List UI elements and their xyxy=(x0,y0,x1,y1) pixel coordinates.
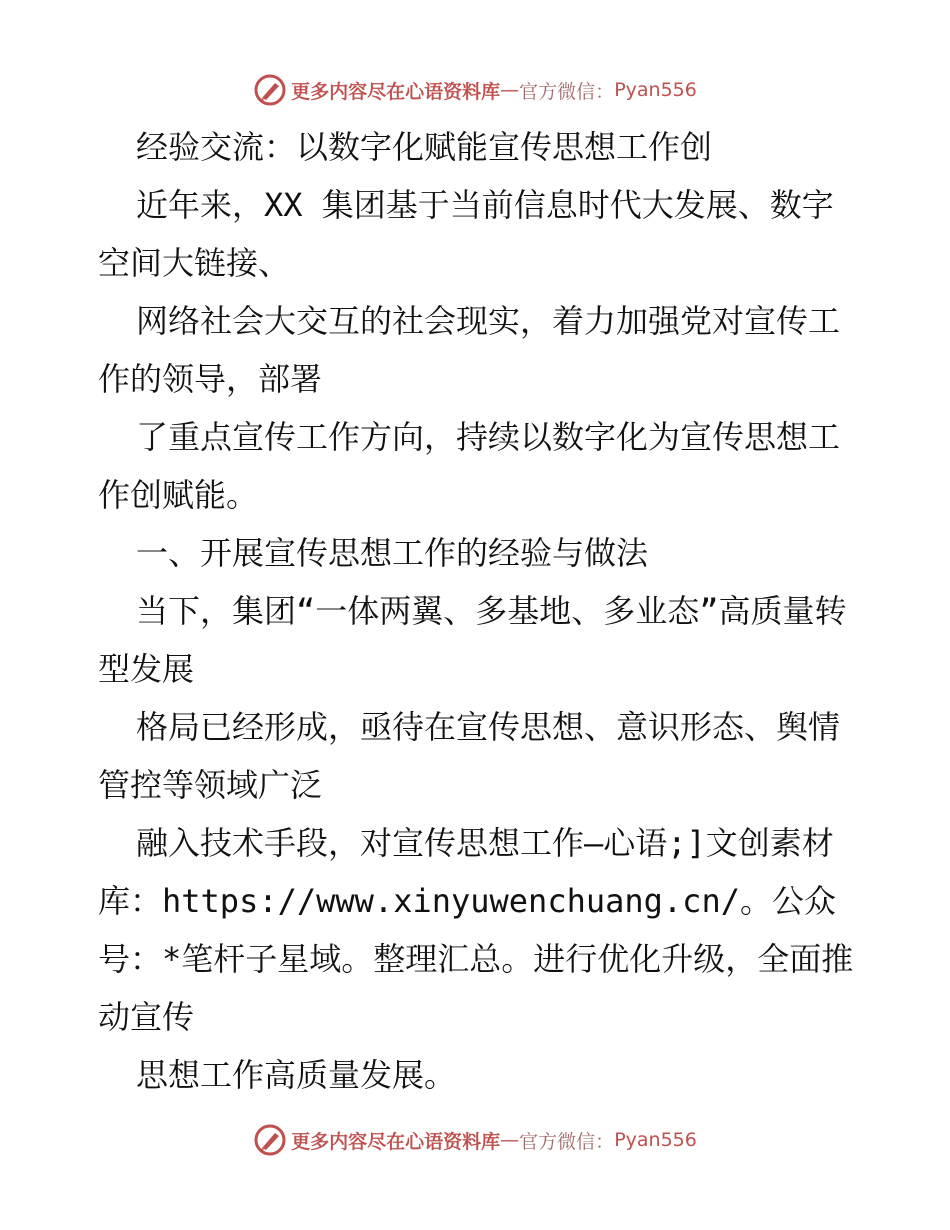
paragraph-7: 思想工作高质量发展。 xyxy=(136,1056,457,1094)
header-dash: — xyxy=(500,79,520,101)
footer-separator: ： xyxy=(595,1130,615,1153)
paragraph-4: 当下，集团“一体两翼、多基地、多业态”高质量转型发展 xyxy=(98,592,847,688)
header-banner xyxy=(0,70,950,110)
paragraph-1: 近年来，XX 集团基于当前信息时代大发展、数字空间大链接、 xyxy=(98,186,834,282)
paragraph-5: 格局已经形成，亟待在宣传思想、意识形态、舆情管控等领域广泛 xyxy=(98,708,841,804)
pen-logo-icon xyxy=(253,73,287,107)
section-heading: 一、开展宣传思想工作的经验与做法 xyxy=(136,534,649,572)
paragraph-2: 网络社会大交互的社会现实，着力加强党对宣传工作的领导，部署 xyxy=(98,302,841,398)
header-wechat-label: 官方微信 xyxy=(519,80,596,103)
document-body xyxy=(98,118,858,1104)
pen-logo-icon xyxy=(253,1123,287,1157)
header-separator: ： xyxy=(595,80,615,103)
document-title: 经验交流：以数字化赋能宣传思想工作创 xyxy=(136,128,713,166)
paragraph-3: 了重点宣传工作方向，持续以数字化为宣传思想工作创赋能。 xyxy=(98,418,841,514)
footer-wechat-label: 官方微信 xyxy=(519,1130,596,1153)
footer-banner xyxy=(0,1120,950,1160)
header-site-name: 更多内容尽在心语资料库 xyxy=(291,80,501,103)
header-wechat-id: Pyan556 xyxy=(614,79,697,101)
footer-site-name: 更多内容尽在心语资料库 xyxy=(291,1130,501,1153)
footer-wechat-id: Pyan556 xyxy=(614,1129,697,1151)
footer-dash: — xyxy=(500,1129,520,1151)
paragraph-6: 融入技术手段，对宣传思想工作—心语;]文创素材库：https://www.xinyuwenchuang.cn/。公众号：*笔杆子星域。整理汇总。进行优化升级，全面推动宣传 xyxy=(98,824,854,1036)
